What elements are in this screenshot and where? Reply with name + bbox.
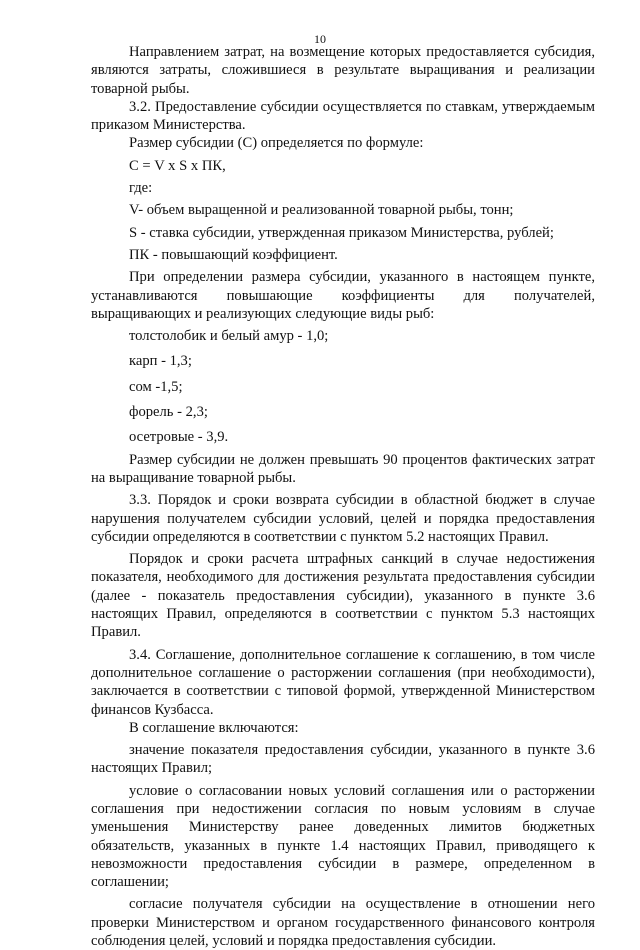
coefficient-item: сом -1,5;: [129, 378, 183, 395]
agreement-item: значение показателя предоставления субсидии, указанного в пункте 3.6 настоящих Правил;: [91, 742, 595, 777]
paragraph-coefficients: При определении размера субсидии, указанного в настоящем пункте, устанавливаются повышающие коэффициенты для получателей, выращивающих и реализующих следующие виды рыб:: [91, 269, 595, 322]
paragraph-cost-direction: Направлением затрат, на возмещение которых предоставляется субсидия, являются затраты, сложившиеся в результате выращивания и реализации товарной рыбы.: [91, 44, 595, 97]
paragraph-subsidy-limit: Размер субсидии не должен превышать 90 процентов фактических затрат на выращивание товарной рыбы.: [91, 451, 595, 486]
page-number: 10: [314, 32, 326, 46]
paragraph-3-3: 3.3. Порядок и сроки возврата субсидии в областной бюджет в случае нарушения получателем субсидии условий, целей и порядка предоставления субсидии определяются в соответствии с пунктом 5.2 настоящих Правил.: [91, 492, 595, 545]
paragraph-penalties: Порядок и сроки расчета штрафных санкций в случае недостижения показателя, необходимого для достижения результата предоставления субсидии (далее - показатель предоставления субсидии), указанного в пункте 3.6 настоящих Правил, определяются в соответствии с пунктом 5.3 настоящих Правил.: [91, 551, 595, 641]
coefficient-item: толстолобик и белый амур - 1,0;: [129, 328, 329, 345]
paragraph-agreement-includes: В соглашение включаются:: [129, 719, 299, 736]
document-body: [91, 43, 595, 950]
paragraph-3-2: 3.2. Предоставление субсидии осуществляется по ставкам, утверждаемым приказом Министерства.: [91, 98, 595, 134]
paragraph-where: где:: [129, 180, 153, 197]
coefficient-item: карп - 1,3;: [129, 353, 192, 370]
formula: С = V х S х ПК,: [129, 157, 226, 174]
agreement-item: согласие получателя субсидии на осуществление в отношении него проверки Министерством и органом государственного финансового контроля соблюдения целей, условий и порядка предоставления субсидии.: [91, 896, 595, 950]
coefficient-item: осетровые - 3,9.: [129, 429, 229, 446]
agreement-item: условие о согласовании новых условий соглашения или о расторжении соглашения при недостижении согласия по новым условиям в случае уменьшения Министерству ранее доведенных лимитов бюджетных обязательств, указанных в пункте 1.4 настоящих Правил, приводящего к невозможности предоставления субсидии в размере, определенном в соглашении;: [91, 782, 595, 891]
paragraph-3-4: 3.4. Соглашение, дополнительное соглашение к соглашению, в том числе дополнительное соглашение о расторжении соглашения (при необходимости), заключается в соответствии с типовой формой, утвержденной Министерством финансов Кузбасса.: [91, 646, 595, 718]
definition-pk: ПК - повышающий коэффициент.: [129, 246, 338, 263]
definition-v: V- объем выращенной и реализованной товарной рыбы, тонн;: [129, 202, 514, 219]
definition-s: S - ставка субсидии, утвержденная приказом Министерства, рублей;: [129, 224, 554, 241]
coefficient-item: форель - 2,3;: [129, 404, 208, 421]
paragraph-formula-intro: Размер субсидии (С) определяется по формуле:: [129, 135, 424, 152]
